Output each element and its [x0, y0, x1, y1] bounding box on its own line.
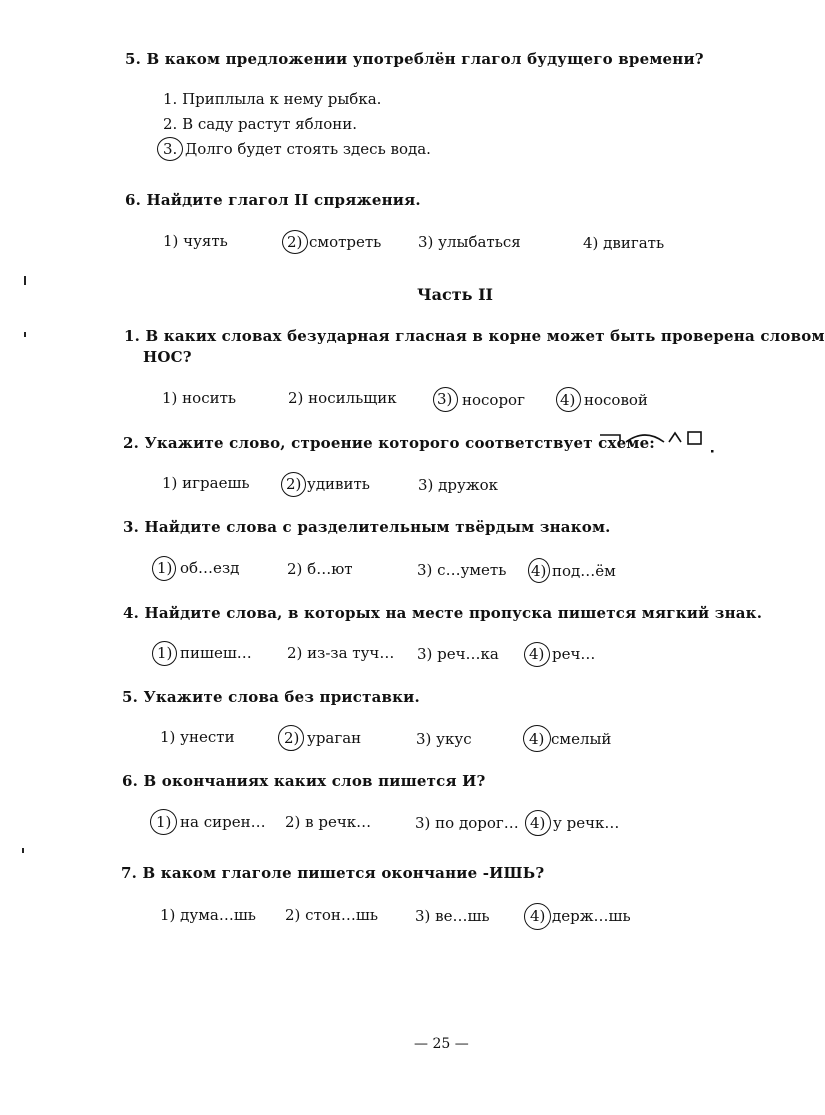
p2-question-2-text: 2. Укажите слово, строение которого соответствует схеме:	[123, 434, 656, 452]
p2-question-5-text: 5. Укажите слова без приставки.	[122, 688, 420, 706]
p2-question-4-text: 4. Найдите слова, в которых на месте пропуска пишется мягкий знак.	[123, 604, 763, 622]
p2-q2-option-1: 1) играешь	[162, 474, 250, 492]
p2-question-7-text: 7. В каком глаголе пишется окончание -ИШЬ?	[121, 864, 545, 882]
q5-option-1: 1. Приплыла к нему рыбка.	[163, 90, 382, 108]
p2-q4-option-1-number: 1)	[157, 644, 173, 662]
p2-q1-option-4-text: носовой	[584, 391, 648, 409]
p2-q2-option-3: 3) дружок	[418, 476, 499, 494]
p2-q5-option-3: 3) укус	[416, 730, 472, 748]
p2-q3-option-1-text: об…езд	[180, 559, 240, 577]
part-2-title: Часть II	[417, 285, 494, 304]
q6-option-4: 4) двигать	[583, 234, 665, 252]
p2-question-1-line1: 1. В каких словах безударная гласная в корне может быть проверена словом	[124, 327, 825, 345]
q6-option-2-number: 2)	[287, 233, 303, 251]
p2-question-3-text: 3. Найдите слова с разделительным твёрдым знаком.	[123, 518, 611, 536]
p2-q1-option-3-text: носорог	[462, 391, 525, 409]
prefix-scheme-icon	[600, 435, 620, 442]
scan-speck	[24, 276, 26, 285]
p2-q7-option-2: 2) стон…шь	[285, 906, 379, 924]
p2-q6-option-2: 2) в речк…	[285, 813, 372, 831]
p2-q5-option-4-number: 4)	[529, 730, 545, 748]
suffix-scheme-icon	[669, 433, 681, 442]
p2-q7-option-3: 3) ве…шь	[415, 907, 490, 925]
p2-question-1-line2: НОС?	[143, 348, 192, 366]
p2-q4-option-4-number: 4)	[529, 645, 545, 663]
q6-option-1: 1) чуять	[163, 232, 228, 250]
q5-option-2: 2. В саду растут яблони.	[163, 115, 357, 133]
question-6-text: 6. Найдите глагол II спряжения.	[125, 191, 421, 209]
p2-q6-option-3: 3) по дорог…	[415, 814, 519, 832]
p2-q5-option-1: 1) унести	[160, 728, 235, 746]
p2-q3-option-2: 2) б…ют	[287, 560, 353, 578]
p2-q3-option-1-number: 1)	[157, 559, 173, 577]
p2-q1-option-4-number: 4)	[560, 391, 576, 409]
p2-q6-option-4-number: 4)	[530, 814, 546, 832]
p2-q6-option-1-text: на сирен…	[180, 813, 266, 831]
root-scheme-icon	[626, 435, 664, 442]
word-structure-scheme	[598, 426, 722, 456]
p2-q2-option-2-text: удивить	[307, 475, 370, 493]
p2-q7-option-4-text: держ…шь	[552, 907, 631, 925]
p2-question-6-text: 6. В окончаниях каких слов пишется И?	[122, 772, 486, 790]
p2-q3-option-3: 3) с…уметь	[417, 561, 507, 579]
p2-q1-option-2: 2) носильщик	[288, 389, 397, 407]
p2-q1-option-1: 1) носить	[162, 389, 237, 407]
scheme-period	[711, 450, 714, 453]
page-number: — 25 —	[414, 1036, 469, 1052]
p2-q4-option-2: 2) из-за туч…	[287, 644, 395, 662]
q6-option-2-text: смотреть	[309, 233, 382, 251]
question-5-text: 5. В каком предложении употреблён глагол будущего времени?	[125, 50, 704, 68]
p2-q4-option-1-text: пишеш…	[180, 644, 252, 662]
p2-q4-option-3: 3) реч…ка	[417, 645, 499, 663]
q5-option-3-number: 3.	[163, 140, 178, 158]
p2-q6-option-4-text: у речк…	[553, 814, 620, 832]
p2-q3-option-4-number: 4)	[531, 562, 547, 580]
q5-option-3-text: Долго будет стоять здесь вода.	[185, 140, 431, 158]
p2-q5-option-4-text: смелый	[551, 730, 612, 748]
p2-q1-option-3-number: 3)	[437, 390, 453, 408]
p2-q4-option-4-text: реч…	[552, 645, 596, 663]
q6-option-3: 3) улыбаться	[418, 233, 521, 251]
p2-q5-option-2-text: ураган	[307, 729, 362, 747]
scan-speck	[24, 332, 26, 337]
p2-q2-option-2-number: 2)	[286, 475, 302, 493]
scan-speck	[22, 848, 24, 853]
p2-q3-option-4-text: под…ём	[552, 562, 616, 580]
p2-q5-option-2-number: 2)	[284, 729, 300, 747]
p2-q7-option-1: 1) дума…шь	[160, 906, 256, 924]
p2-q7-option-4-number: 4)	[530, 907, 546, 925]
p2-q6-option-1-number: 1)	[156, 813, 172, 831]
ending-scheme-icon	[688, 432, 701, 444]
